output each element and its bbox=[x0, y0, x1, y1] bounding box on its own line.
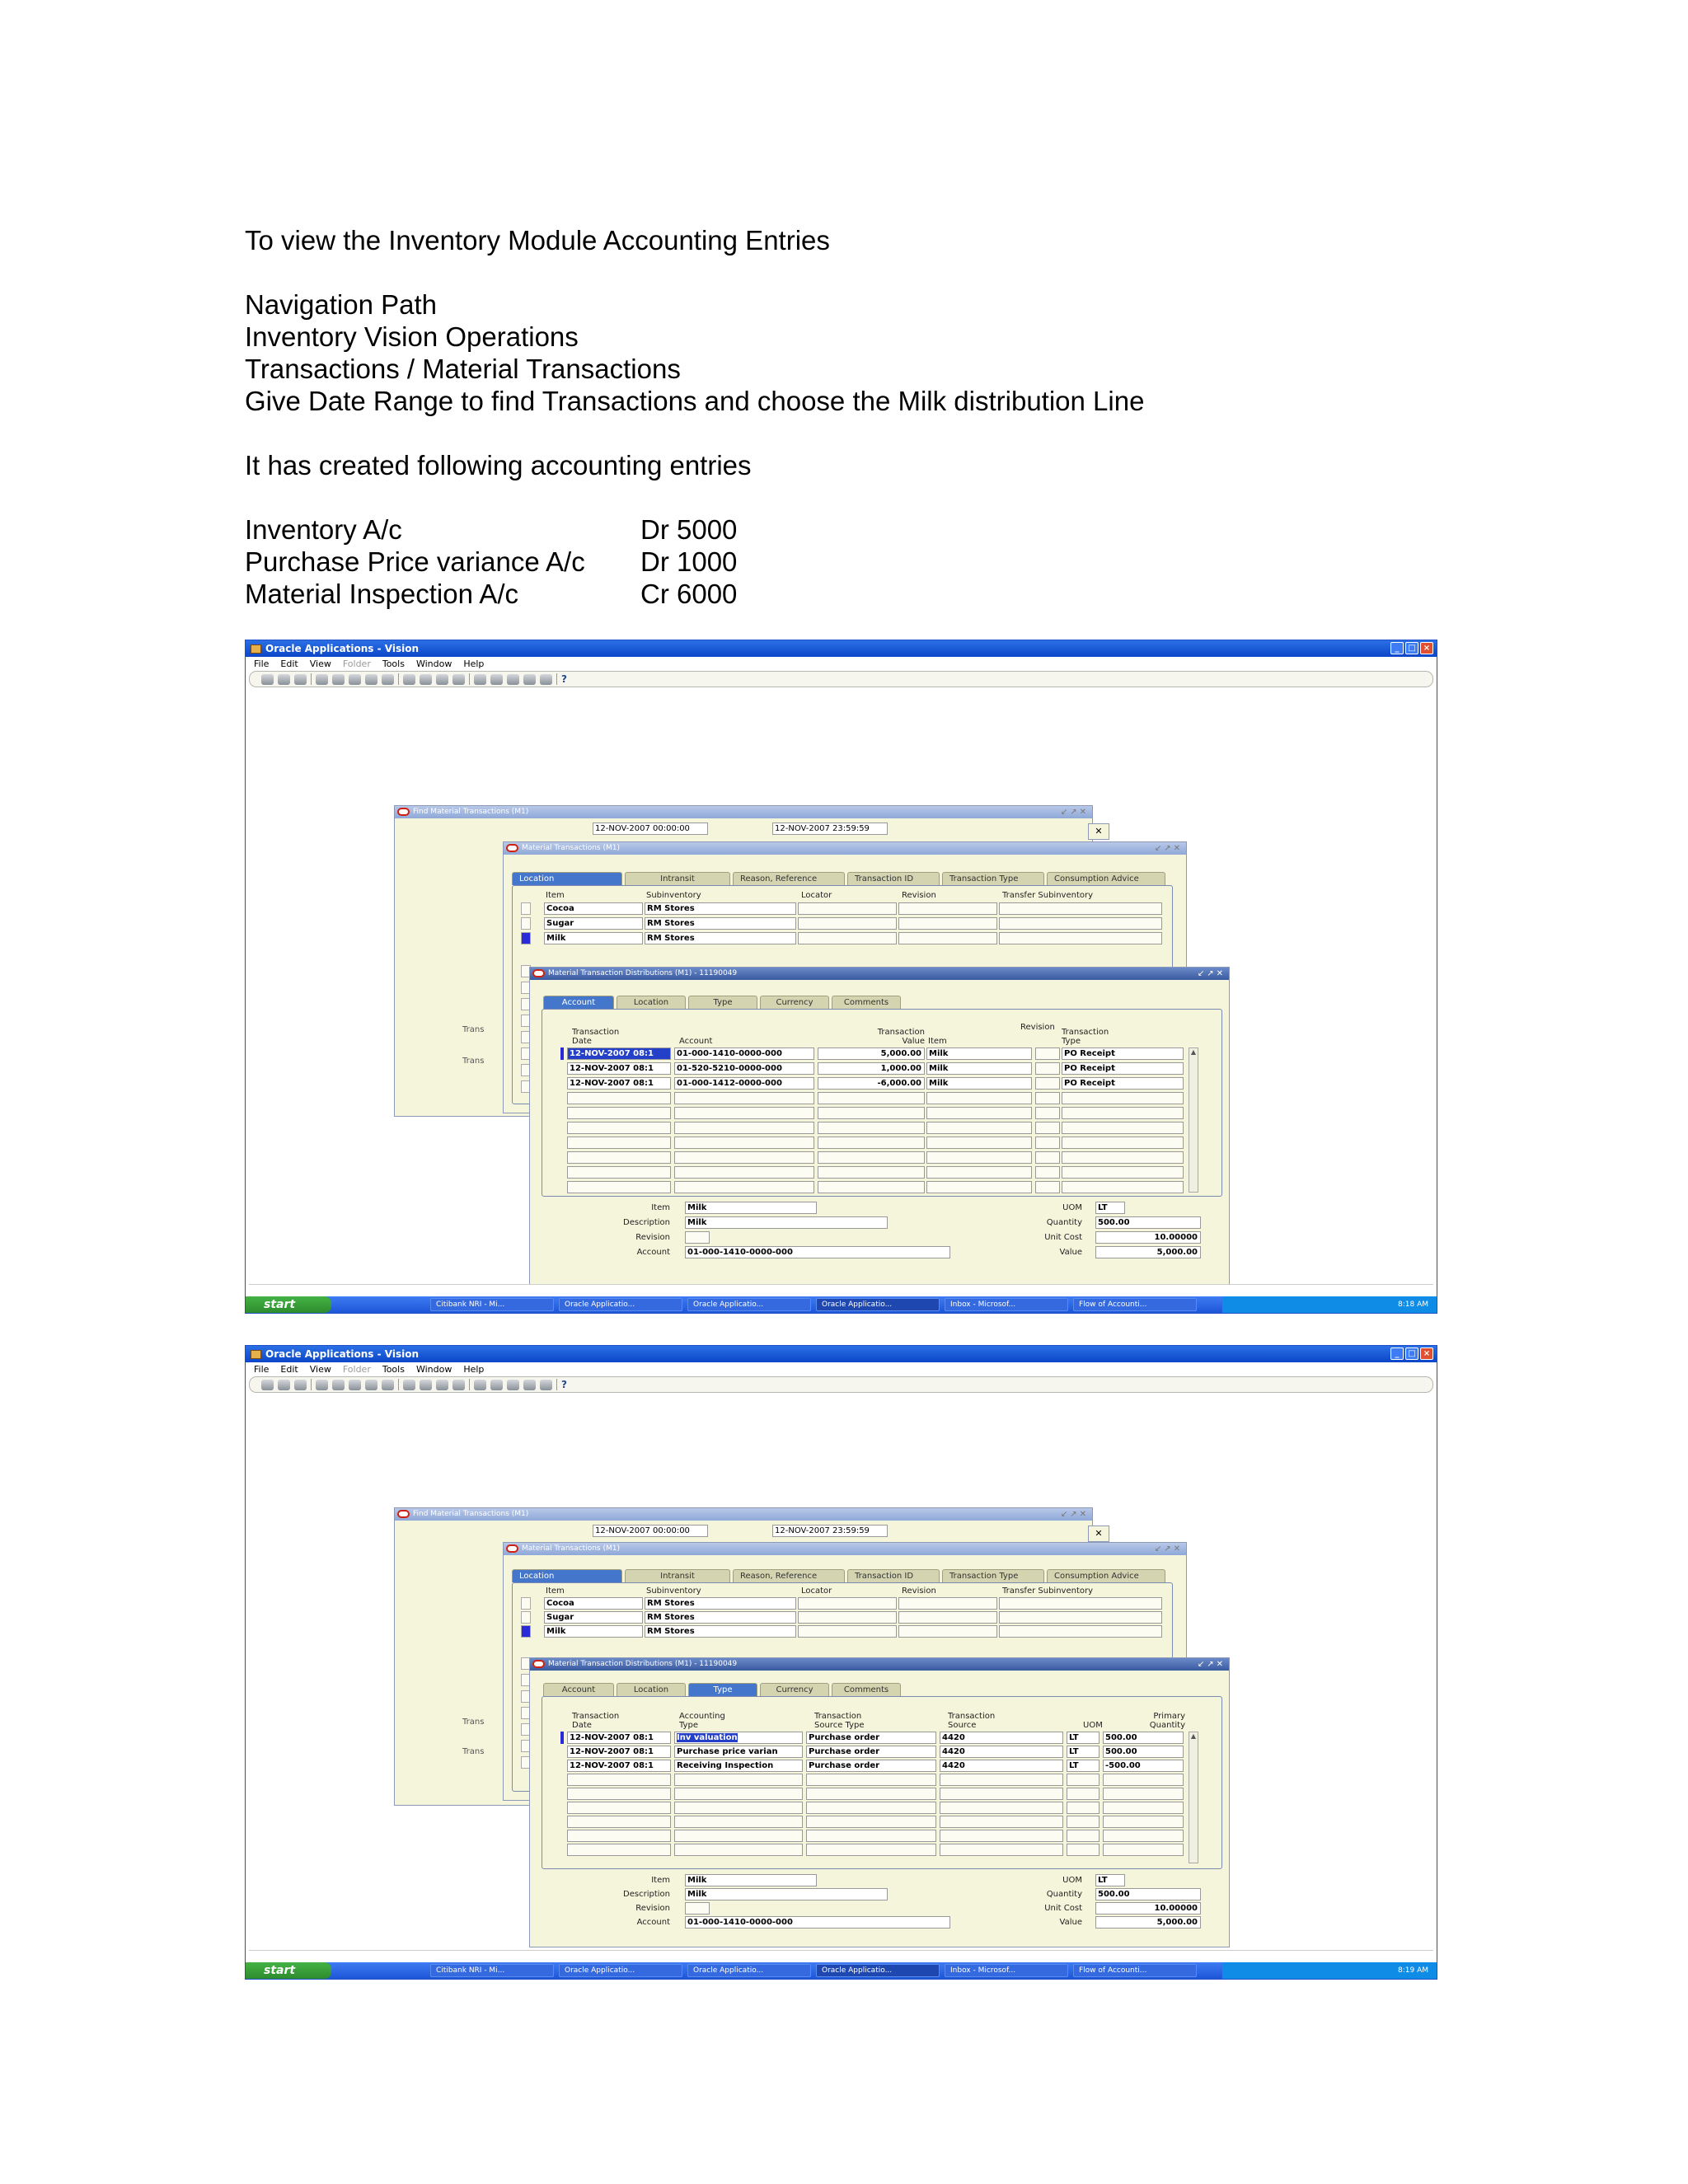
footer-rev[interactable] bbox=[685, 1902, 710, 1915]
table-row-subinventory[interactable]: RM Stores bbox=[645, 932, 796, 944]
footer-qty[interactable]: 500.00 bbox=[1095, 1888, 1201, 1900]
tab-transaction-type[interactable]: Transaction Type bbox=[942, 872, 1044, 885]
tab-location[interactable]: Location bbox=[617, 996, 686, 1009]
selected-row-indicator[interactable] bbox=[521, 1625, 531, 1638]
row-account[interactable]: 01-000-1410-0000-000 bbox=[674, 1047, 814, 1060]
row-source-type[interactable]: Purchase order bbox=[806, 1732, 936, 1744]
tab-consumption-advice[interactable]: Consumption Advice bbox=[1047, 872, 1165, 885]
tab-account[interactable]: Account bbox=[543, 996, 614, 1009]
task-button[interactable]: Oracle Applicatio... bbox=[687, 1964, 811, 1977]
maximize-button[interactable]: □ bbox=[1405, 642, 1418, 654]
row-accounting-type[interactable]: Receiving Inspection bbox=[674, 1760, 803, 1772]
tab-comments[interactable]: Comments bbox=[832, 1683, 901, 1696]
clock: 8:19 AM bbox=[1398, 1966, 1428, 1975]
menu-folder[interactable]: Folder bbox=[342, 1364, 371, 1375]
system-tray bbox=[1222, 1962, 1437, 1979]
footer-cost-label: Unit Cost bbox=[1044, 1904, 1082, 1913]
nav-step: Transactions / Material Transactions bbox=[245, 354, 681, 384]
next-step-icon[interactable] bbox=[332, 1380, 345, 1390]
menu-tools[interactable]: Tools bbox=[382, 658, 405, 669]
col-transaction-source: Transaction Source bbox=[948, 1712, 996, 1730]
col-transaction-type: Transaction Type bbox=[1062, 1028, 1109, 1046]
app-titlebar bbox=[246, 1346, 1437, 1362]
copy-icon[interactable] bbox=[403, 1380, 415, 1390]
task-button[interactable]: Citibank NRI - Mi... bbox=[430, 1964, 554, 1977]
app-titlebar bbox=[246, 640, 1437, 657]
selected-row-indicator[interactable] bbox=[521, 932, 531, 944]
table-row-item[interactable]: Sugar bbox=[544, 1611, 643, 1624]
edit-field-icon[interactable] bbox=[474, 674, 486, 685]
nav-step: Give Date Range to find Transactions and choose the Milk distribution Line bbox=[245, 386, 1145, 416]
toolbar bbox=[249, 1376, 1433, 1393]
help-icon[interactable]: ? bbox=[561, 673, 567, 685]
find-icon[interactable] bbox=[278, 674, 290, 685]
menu-bar bbox=[246, 1362, 1437, 1376]
row-value[interactable]: -6,000.00 bbox=[818, 1077, 925, 1090]
task-button[interactable]: Oracle Applicatio... bbox=[559, 1298, 682, 1311]
footer-item-label: Item bbox=[651, 1203, 670, 1212]
col-accounting-type: Accounting Type bbox=[679, 1712, 725, 1730]
footer-item-label: Item bbox=[651, 1876, 670, 1885]
footer-cost[interactable]: 10.00000 bbox=[1095, 1902, 1201, 1915]
footer-desc-label: Description bbox=[623, 1218, 670, 1227]
translations-icon[interactable] bbox=[507, 674, 519, 685]
entry-row bbox=[245, 578, 1481, 610]
entry-account: Purchase Price variance A/c bbox=[245, 546, 585, 577]
tab-account[interactable]: Account bbox=[543, 1683, 614, 1696]
help-icon[interactable]: ? bbox=[561, 1379, 567, 1390]
print-icon[interactable] bbox=[349, 674, 361, 685]
behind-label: Trans bbox=[462, 1025, 485, 1034]
task-button[interactable]: Flow of Accounti... bbox=[1073, 1298, 1197, 1311]
date-from-field[interactable]: 12-NOV-2007 00:00:00 bbox=[593, 823, 708, 835]
row-date[interactable]: 12-NOV-2007 08:1 bbox=[567, 1047, 671, 1060]
row-source[interactable]: 4420 bbox=[940, 1760, 1063, 1772]
close-form-icon[interactable] bbox=[365, 674, 377, 685]
menu-view[interactable]: View bbox=[309, 1364, 331, 1375]
minimize-button[interactable]: _ bbox=[1390, 642, 1404, 654]
tab-transaction-id[interactable]: Transaction ID bbox=[847, 1569, 940, 1582]
footer-value[interactable]: 5,000.00 bbox=[1095, 1246, 1201, 1258]
folder-tools-icon[interactable] bbox=[540, 1380, 552, 1390]
cut-icon[interactable] bbox=[382, 674, 394, 685]
mt-tabs bbox=[512, 1569, 1165, 1582]
dist-panel bbox=[542, 1009, 1222, 1197]
table-row-subinventory[interactable]: RM Stores bbox=[645, 917, 796, 930]
table-row-subinventory[interactable]: RM Stores bbox=[645, 902, 796, 915]
footer-qty-label: Quantity bbox=[1046, 1218, 1082, 1227]
taskbar bbox=[246, 1296, 1437, 1313]
footer-value[interactable]: 5,000.00 bbox=[1095, 1916, 1201, 1929]
behind-label: Trans bbox=[462, 1057, 485, 1066]
task-button[interactable]: Inbox - Microsof... bbox=[945, 1964, 1068, 1977]
footer-uom-label: UOM bbox=[1062, 1876, 1082, 1885]
toolbar bbox=[249, 671, 1433, 687]
col-locator: Locator bbox=[801, 891, 832, 900]
tab-intransit[interactable]: Intransit bbox=[625, 872, 730, 885]
task-button[interactable]: Citibank NRI - Mi... bbox=[430, 1298, 554, 1311]
row-value[interactable]: 1,000.00 bbox=[818, 1062, 925, 1075]
footer-cost-label: Unit Cost bbox=[1044, 1233, 1082, 1242]
row-quantity[interactable]: -500.00 bbox=[1103, 1760, 1184, 1772]
footer-rev-label: Revision bbox=[635, 1233, 670, 1242]
row-date[interactable]: 12-NOV-2007 08:1 bbox=[567, 1746, 671, 1758]
new-icon[interactable] bbox=[261, 1380, 274, 1390]
table-row-item[interactable]: Milk bbox=[544, 932, 643, 944]
col-revision: Revision bbox=[902, 1586, 936, 1596]
footer-qty-label: Quantity bbox=[1046, 1890, 1082, 1899]
tab-comments[interactable]: Comments bbox=[832, 996, 901, 1009]
row-account[interactable]: 01-000-1412-0000-000 bbox=[674, 1077, 814, 1090]
mt-window-title: Material Transactions (M1) ↙↗✕ bbox=[504, 842, 1186, 855]
row-uom[interactable]: LT bbox=[1067, 1760, 1100, 1772]
screenshot-type-tab bbox=[245, 1345, 1437, 1980]
footer-value-label: Value bbox=[1059, 1248, 1082, 1257]
tab-location[interactable]: Location bbox=[512, 1569, 622, 1582]
entry-amount: Dr 5000 bbox=[640, 514, 738, 545]
tab-transaction-id[interactable]: Transaction ID bbox=[847, 872, 940, 885]
attachments-icon[interactable] bbox=[523, 674, 536, 685]
app-canvas bbox=[246, 1394, 1437, 1962]
col-transaction-value: Transaction Value bbox=[877, 1028, 925, 1046]
row-date[interactable]: 12-NOV-2007 08:1 bbox=[567, 1760, 671, 1772]
tab-type[interactable]: Type bbox=[688, 1683, 757, 1696]
footer-acct[interactable]: 01-000-1410-0000-000 bbox=[685, 1246, 950, 1258]
oracle-app-icon bbox=[251, 644, 261, 654]
row-quantity[interactable]: 500.00 bbox=[1103, 1732, 1184, 1744]
col-transaction-source-type: Transaction Source Type bbox=[814, 1712, 865, 1730]
taskbar bbox=[246, 1962, 1437, 1979]
task-button[interactable]: Oracle Applicatio... bbox=[687, 1298, 811, 1311]
behind-label: Trans bbox=[462, 1747, 485, 1756]
app-title: Oracle Applications - Vision bbox=[265, 1348, 420, 1360]
close-button[interactable]: × bbox=[1420, 642, 1433, 654]
footer-item[interactable]: Milk bbox=[685, 1874, 817, 1886]
entries-intro: It has created following accounting entries bbox=[245, 450, 752, 480]
task-button[interactable]: Oracle Applicatio... bbox=[816, 1964, 940, 1977]
cut-icon[interactable] bbox=[382, 1380, 394, 1390]
row-accounting-type[interactable]: Purchase price varian bbox=[674, 1746, 803, 1758]
table-row-subinventory[interactable]: RM Stores bbox=[645, 1625, 796, 1638]
minimize-button[interactable]: _ bbox=[1390, 1347, 1404, 1360]
row-date[interactable]: 12-NOV-2007 08:1 bbox=[567, 1062, 671, 1075]
table-row-subinventory[interactable]: RM Stores bbox=[645, 1597, 796, 1610]
new-record-icon[interactable] bbox=[436, 1380, 448, 1390]
find-window-close[interactable]: ✕ bbox=[1088, 1526, 1109, 1542]
find-window-title: Find Material Transactions (M1) ↙↗✕ bbox=[395, 806, 1092, 818]
table-row-item[interactable]: Cocoa bbox=[544, 1597, 643, 1610]
copy-icon[interactable] bbox=[403, 674, 415, 685]
dist-scrollbar[interactable]: ▲ bbox=[1189, 1047, 1198, 1193]
tab-intransit[interactable]: Intransit bbox=[625, 1569, 730, 1582]
col-subinventory: Subinventory bbox=[646, 891, 701, 900]
col-item: Item bbox=[546, 891, 565, 900]
delete-record-icon[interactable] bbox=[452, 1380, 465, 1390]
col-revision: Revision bbox=[902, 891, 936, 900]
row-source[interactable]: 4420 bbox=[940, 1732, 1063, 1744]
row-type[interactable]: PO Receipt bbox=[1062, 1077, 1184, 1090]
find-window-close[interactable]: ✕ bbox=[1088, 823, 1109, 840]
date-to-field[interactable]: 12-NOV-2007 23:59:59 bbox=[772, 1525, 888, 1537]
tab-currency[interactable]: Currency bbox=[760, 1683, 829, 1696]
footer-desc-label: Description bbox=[623, 1890, 670, 1899]
tab-reason-reference[interactable]: Reason, Reference bbox=[733, 872, 845, 885]
row-item[interactable]: Milk bbox=[926, 1062, 1032, 1075]
table-row-subinventory[interactable]: RM Stores bbox=[645, 1611, 796, 1624]
nav-heading: Navigation Path bbox=[245, 289, 437, 320]
row-accounting-type[interactable]: Inv valuation bbox=[674, 1732, 803, 1744]
footer-uom[interactable]: LT bbox=[1095, 1874, 1125, 1886]
dist-window-title: Material Transaction Distributions (M1) - 11190049 ↙↗✕ bbox=[530, 968, 1229, 980]
row-item[interactable]: Milk bbox=[926, 1077, 1032, 1090]
navigator-icon[interactable] bbox=[294, 1380, 307, 1390]
entry-row bbox=[245, 546, 1481, 578]
dist-window-title: Material Transaction Distributions (M1) - 11190049 ↙↗✕ bbox=[530, 1658, 1229, 1671]
document-text bbox=[245, 224, 1481, 610]
col-subinventory: Subinventory bbox=[646, 1586, 701, 1596]
attachments-icon[interactable] bbox=[523, 1380, 536, 1390]
entry-amount: Dr 1000 bbox=[640, 546, 738, 577]
footer-uom[interactable]: LT bbox=[1095, 1202, 1125, 1214]
paste-icon[interactable] bbox=[420, 674, 432, 685]
folder-tools-icon[interactable] bbox=[540, 674, 552, 685]
menu-file[interactable]: File bbox=[254, 658, 270, 669]
new-record-icon[interactable] bbox=[436, 674, 448, 685]
behind-label: Trans bbox=[462, 1718, 485, 1727]
close-form-icon[interactable] bbox=[365, 1380, 377, 1390]
row-type[interactable]: PO Receipt bbox=[1062, 1047, 1184, 1060]
entry-account: Material Inspection A/c bbox=[245, 579, 518, 609]
paste-icon[interactable] bbox=[420, 1380, 432, 1390]
row-account[interactable]: 01-520-5210-0000-000 bbox=[674, 1062, 814, 1075]
oracle-app-icon bbox=[251, 1350, 261, 1359]
print-icon[interactable] bbox=[349, 1380, 361, 1390]
entry-row bbox=[245, 513, 1481, 546]
col-transfer-subinventory: Transfer Subinventory bbox=[1002, 891, 1094, 900]
menu-window[interactable]: Window bbox=[415, 1364, 452, 1375]
row-date[interactable]: 12-NOV-2007 08:1 bbox=[567, 1077, 671, 1090]
tab-transaction-type[interactable]: Transaction Type bbox=[942, 1569, 1044, 1582]
translations-icon[interactable] bbox=[507, 1380, 519, 1390]
row-source[interactable]: 4420 bbox=[940, 1746, 1063, 1758]
row-uom[interactable]: LT bbox=[1067, 1732, 1100, 1744]
row-value[interactable]: 5,000.00 bbox=[818, 1047, 925, 1060]
footer-cost[interactable]: 10.00000 bbox=[1095, 1231, 1201, 1244]
zoom-icon[interactable] bbox=[490, 674, 503, 685]
menu-view[interactable]: View bbox=[309, 658, 331, 669]
screenshot-account-tab bbox=[245, 640, 1437, 1314]
distributions-window bbox=[529, 967, 1230, 1285]
menu-tools[interactable]: Tools bbox=[382, 1364, 405, 1375]
table-row-item[interactable]: Milk bbox=[544, 1625, 643, 1638]
table-row-item[interactable]: Cocoa bbox=[544, 902, 643, 915]
menu-help[interactable]: Help bbox=[463, 1364, 485, 1375]
col-transaction-date: Transaction Date bbox=[572, 1028, 620, 1046]
system-tray bbox=[1222, 1296, 1437, 1313]
entry-account: Inventory A/c bbox=[245, 514, 402, 545]
dist-tabs bbox=[543, 1683, 901, 1696]
col-primary-quantity: Primary Quantity bbox=[1149, 1712, 1185, 1730]
tab-currency[interactable]: Currency bbox=[760, 996, 829, 1009]
row-type[interactable]: PO Receipt bbox=[1062, 1062, 1184, 1075]
col-uom: UOM bbox=[1083, 1721, 1103, 1730]
tab-location[interactable]: Location bbox=[617, 1683, 686, 1696]
col-transfer-subinventory: Transfer Subinventory bbox=[1002, 1586, 1094, 1596]
zoom-icon[interactable] bbox=[490, 1380, 503, 1390]
menu-edit[interactable]: Edit bbox=[280, 1364, 298, 1375]
col-account: Account bbox=[679, 1037, 713, 1046]
footer-acct-label: Account bbox=[636, 1918, 670, 1927]
navigator-icon[interactable] bbox=[294, 674, 307, 685]
dist-tabs bbox=[543, 996, 901, 1009]
tab-location[interactable]: Location bbox=[512, 872, 622, 885]
edit-field-icon[interactable] bbox=[474, 1380, 486, 1390]
footer-desc[interactable]: Milk bbox=[685, 1888, 888, 1900]
menu-window[interactable]: Window bbox=[415, 658, 452, 669]
task-button[interactable]: Inbox - Microsof... bbox=[945, 1298, 1068, 1311]
find-window-title: Find Material Transactions (M1) ↙↗✕ bbox=[395, 1508, 1092, 1521]
nav-step: Inventory Vision Operations bbox=[245, 321, 579, 352]
distributions-window bbox=[529, 1657, 1230, 1947]
footer-qty[interactable]: 500.00 bbox=[1095, 1216, 1201, 1229]
footer-item[interactable]: Milk bbox=[685, 1202, 817, 1214]
status-strip bbox=[249, 1284, 1433, 1294]
status-strip bbox=[249, 1950, 1433, 1960]
footer-uom-label: UOM bbox=[1062, 1203, 1082, 1212]
col-item: Item bbox=[546, 1586, 565, 1596]
document-heading: To view the Inventory Module Accounting Entries bbox=[245, 225, 830, 255]
entry-amount: Cr 6000 bbox=[640, 579, 738, 609]
mt-tabs bbox=[512, 872, 1165, 885]
start-button[interactable]: start bbox=[246, 1296, 331, 1313]
row-source-type[interactable]: Purchase order bbox=[806, 1746, 936, 1758]
col-item: Item bbox=[928, 1037, 947, 1046]
menu-file[interactable]: File bbox=[254, 1364, 270, 1375]
next-step-icon[interactable] bbox=[332, 674, 345, 685]
save-icon[interactable] bbox=[316, 674, 328, 685]
menu-help[interactable]: Help bbox=[463, 658, 485, 669]
task-button[interactable]: Oracle Applicatio... bbox=[816, 1298, 940, 1311]
footer-value-label: Value bbox=[1059, 1918, 1082, 1927]
row-uom[interactable]: LT bbox=[1067, 1746, 1100, 1758]
close-button[interactable]: × bbox=[1420, 1347, 1433, 1360]
tab-type[interactable]: Type bbox=[688, 996, 757, 1009]
date-to-field[interactable]: 12-NOV-2007 23:59:59 bbox=[772, 823, 888, 835]
date-from-field[interactable]: 12-NOV-2007 00:00:00 bbox=[593, 1525, 708, 1537]
tab-consumption-advice[interactable]: Consumption Advice bbox=[1047, 1569, 1165, 1582]
tab-reason-reference[interactable]: Reason, Reference bbox=[733, 1569, 845, 1582]
menu-bar bbox=[246, 657, 1437, 671]
row-item[interactable]: Milk bbox=[926, 1047, 1032, 1060]
menu-edit[interactable]: Edit bbox=[280, 658, 298, 669]
start-button[interactable]: start bbox=[246, 1962, 331, 1979]
col-revision: Revision bbox=[1020, 1023, 1055, 1032]
col-locator: Locator bbox=[801, 1586, 832, 1596]
task-button[interactable]: Oracle Applicatio... bbox=[559, 1964, 682, 1977]
clock: 8:18 AM bbox=[1398, 1301, 1428, 1309]
delete-record-icon[interactable] bbox=[452, 674, 465, 685]
col-transaction-date: Transaction Date bbox=[572, 1712, 620, 1730]
dist-panel bbox=[542, 1696, 1222, 1869]
save-icon[interactable] bbox=[316, 1380, 328, 1390]
footer-desc[interactable]: Milk bbox=[685, 1216, 888, 1229]
maximize-button[interactable]: □ bbox=[1405, 1347, 1418, 1360]
footer-acct-label: Account bbox=[636, 1248, 670, 1257]
task-button[interactable]: Flow of Accounti... bbox=[1073, 1964, 1197, 1977]
dist-scrollbar[interactable]: ▲ bbox=[1189, 1732, 1198, 1863]
row-source-type[interactable]: Purchase order bbox=[806, 1760, 936, 1772]
new-icon[interactable] bbox=[261, 674, 274, 685]
find-icon[interactable] bbox=[278, 1380, 290, 1390]
table-row-item[interactable]: Sugar bbox=[544, 917, 643, 930]
footer-rev[interactable] bbox=[685, 1231, 710, 1244]
row-quantity[interactable]: 500.00 bbox=[1103, 1746, 1184, 1758]
footer-rev-label: Revision bbox=[635, 1904, 670, 1913]
mt-window-title: Material Transactions (M1) ↙↗✕ bbox=[504, 1543, 1186, 1555]
app-canvas bbox=[246, 688, 1437, 1296]
row-date[interactable]: 12-NOV-2007 08:1 bbox=[567, 1732, 671, 1744]
footer-acct[interactable]: 01-000-1410-0000-000 bbox=[685, 1916, 950, 1929]
menu-folder[interactable]: Folder bbox=[342, 658, 371, 669]
app-title: Oracle Applications - Vision bbox=[265, 643, 420, 654]
